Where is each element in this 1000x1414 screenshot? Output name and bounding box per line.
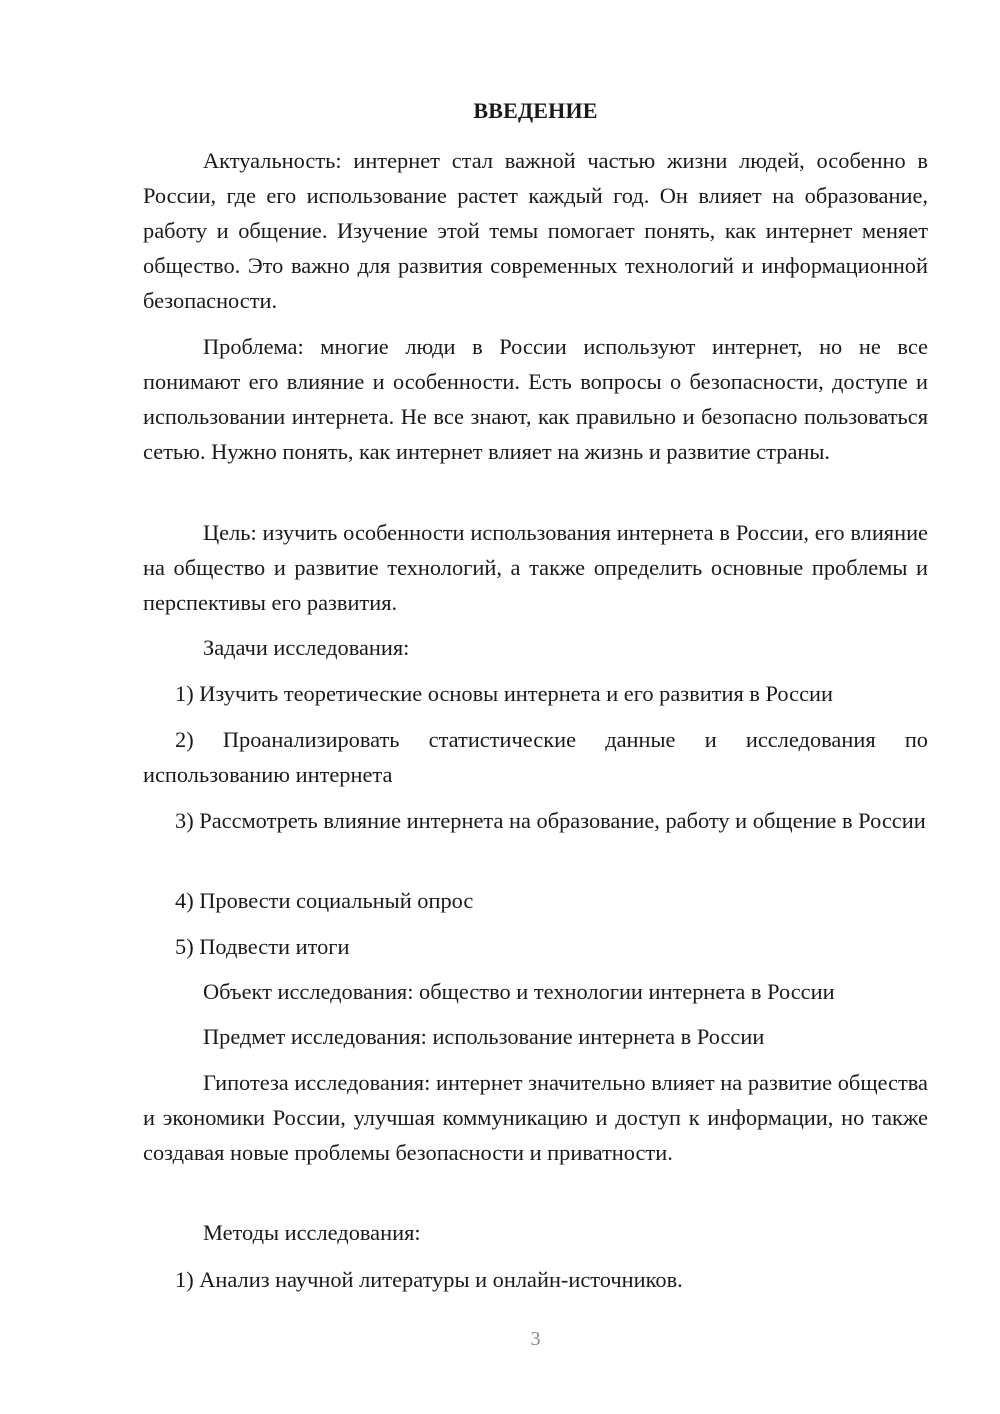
task-item: 3) Рассмотреть влияние интернета на образование, работу и общение в России [175, 808, 926, 833]
task-item: 1) Изучить теоретические основы интернета и его развития в России [175, 681, 834, 706]
page-title: ВВЕДЕНИЕ [473, 98, 598, 123]
task-item: 4) Провести социальный опрос [175, 888, 474, 913]
tasks-heading: Задачи исследования: [203, 635, 410, 660]
subject-paragraph: Предмет исследования: использование интернета в России [203, 1024, 765, 1049]
problem-paragraph: Проблема: многие люди в России используют интернет, но не все понимают его влияние и особенности. Есть вопросы о безопасности, доступе и использовании интернета. Не все знают, как правильно и безопасно пользоваться сетью. Нужно понять, как интернет влияет на жизнь и развитие страны. [143, 334, 928, 464]
document-page [143, 0, 928, 1414]
page-number: 3 [530, 1328, 541, 1350]
method-item: 1) Анализ научной литературы и онлайн-источников. [175, 1267, 683, 1292]
task-item: 5) Подвести итоги [175, 934, 350, 959]
hypothesis-paragraph: Гипотеза исследования: интернет значительно влияет на развитие общества и экономики России, улучшая коммуникацию и доступ к информации, но также создавая новые проблемы безопасности и приватности. [143, 1070, 928, 1165]
object-paragraph: Объект исследования: общество и технологии интернета в России [203, 979, 835, 1004]
methods-heading: Методы исследования: [203, 1220, 421, 1245]
relevance-paragraph: Актуальность: интернет стал важной частью жизни людей, особенно в России, где его использование растет каждый год. Он влияет на образование, работу и общение. Изучение этой темы помогает понять, как интернет меняет общество. Это важно для развития современных технологий и информационной безопасности. [143, 148, 928, 313]
goal-paragraph: Цель: изучить особенности использования интернета в России, его влияние на общество и развитие технологий, а также определить основные проблемы и перспективы его развития. [143, 520, 928, 615]
task-item: 2) Проанализировать статистические данные и исследования по использованию интернета [143, 727, 928, 787]
